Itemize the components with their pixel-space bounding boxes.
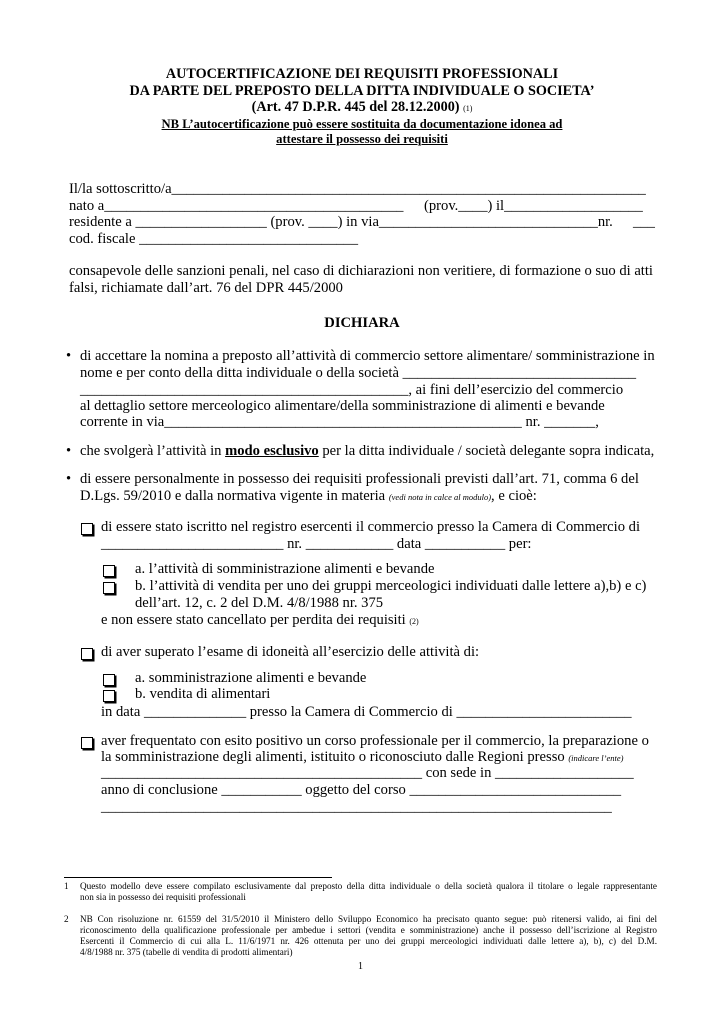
field-residente-nr[interactable]: ___	[633, 214, 655, 230]
option-1b-line-1: b. l’attività di vendita per uno dei gruppi merceologici individuati dalle lettere a),b) e c)	[135, 578, 647, 594]
page-number: 1	[358, 961, 363, 972]
footnote-1-line-1: Questo modello deve essere compilato esclusivamente dal preposto della ditta individuale o della società qualora il titolare o legale rappresentante	[80, 881, 657, 891]
option-1b-checkbox[interactable]	[103, 580, 115, 598]
option-3-note: (indicare l’ente)	[568, 753, 624, 763]
option-3-line-3[interactable]: ____________________________________________ con sede in ___________________	[101, 765, 634, 781]
bullet-1-line-4: al dettaglio settore merceologico alimentare/della somministrazione di alimenti e bevande	[80, 398, 605, 414]
footnote-2-line-4: 4/8/1988 nr. 375 (tabelle di vendita di prodotti alimentari)	[80, 947, 293, 957]
option-3-line-4[interactable]: anno di conclusione ___________ oggetto del corso _____________________________	[101, 782, 622, 798]
option-3-line-2a: la somministrazione degli alimenti, istituito o riconosciuto dalle Regioni presso	[101, 749, 565, 765]
nb-line-2: attestare il possesso dei requisiti	[276, 132, 448, 146]
bullet-1-line-1: di accettare la nomina a preposto all’attività di commercio settore alimentare/ somministrazione in	[80, 348, 655, 364]
option-2-line-1: di aver superato l’esame di idoneità all’esercizio delle attività di:	[101, 644, 480, 660]
field-sottoscritto[interactable]: Il/la sottoscritto/a_________________________________________________________________	[69, 181, 646, 197]
consapevole-line-1: consapevole delle sanzioni penali, nel caso di dichiarazioni non veritiere, di formazione o suo di atti	[69, 263, 653, 279]
bullet-3-note: (vedi nota in calce al modulo)	[388, 492, 492, 502]
bullet-2-after: per la ditta individuale / società delegante sopra indicata,	[318, 443, 655, 459]
footnote-1-line-2: non sia in possesso dei requisiti professionali	[80, 892, 246, 902]
bullet-2-marker: •	[66, 443, 72, 459]
footnote-2-line-2: riconoscimento della qualificazione professionale per ambedue i settori (vendita e somministrazione) anche il possesso dell’iscrizione al Registro	[80, 925, 657, 935]
field-prov-il[interactable]: (prov.____) il___________________	[424, 198, 643, 214]
footnote-2-line-3: Esercenti il Commercio di cui alla L. 11/6/1971 nr. 426 ottenuta per uno dei gruppi merceologici individuati dalle lettere a), b), c) del D.M.	[80, 936, 657, 946]
title-line-2: DA PARTE DEL PREPOSTO DELLA DITTA INDIVIDUALE O SOCIETA’	[129, 83, 595, 99]
option-2a-label: a. somministrazione alimenti e bevande	[135, 670, 367, 686]
bullet-3-line-2	[80, 488, 537, 506]
footnote-1-number: 1	[64, 881, 69, 891]
option-3-line-1: aver frequentato con esito positivo un corso professionale per il commercio, la preparazione o	[101, 733, 649, 749]
option-2b-label: b. vendita di alimentari	[135, 686, 271, 702]
option-1-cancellato-text: e non essere stato cancellato per perdita dei requisiti	[101, 612, 406, 628]
footnote-ref-2: (2)	[409, 617, 419, 626]
option-1a-label: a. l’attività di somministrazione alimenti e bevande	[135, 561, 435, 577]
nb-line-1: NB L’autocertificazione può essere sostituita da documentazione idonea ad	[161, 117, 563, 131]
bullet-2-before: che svolgerà l’attività in	[80, 443, 226, 459]
footnote-2-line-1: NB Con risoluzione nr. 61559 del 31/5/2010 il Ministero dello Sviluppo Economico ha precisato quanto segue: può ritenersi valido, ai fini del	[80, 914, 657, 924]
bullet-3-line-2a: D.Lgs. 59/2010 e dalla normativa vigente in materia	[80, 488, 389, 504]
bullet-3-marker: •	[66, 471, 72, 487]
footnote-2-number: 2	[64, 914, 69, 924]
title-line-3	[60, 99, 664, 116]
footnote-ref-1: (1)	[463, 104, 473, 113]
title-law-reference: (Art. 47 D.P.R. 445 del 28.12.2000)	[251, 99, 460, 115]
consapevole-line-2: falsi, richiamate dall’art. 76 del DPR 445/2000	[69, 280, 343, 296]
field-nato-a[interactable]: nato a_________________________________________	[69, 198, 404, 214]
option-2-checkbox[interactable]	[81, 646, 93, 664]
option-1-line-1: di essere stato iscritto nel registro esercenti il commercio presso la Camera di Commercio di	[101, 519, 640, 535]
option-2-data-line[interactable]: in data ______________ presso la Camera di Commercio di ________________________	[101, 704, 632, 720]
field-codice-fiscale[interactable]: cod. fiscale ______________________________	[69, 231, 359, 247]
option-3-checkbox[interactable]	[81, 735, 93, 753]
bullet-2-text	[80, 443, 654, 460]
dichiara-heading: DICHIARA	[324, 315, 400, 331]
option-1-line-2[interactable]: _________________________ nr. ____________ data ___________ per:	[101, 536, 532, 552]
bullet-3-line-2b: , e cioè:	[491, 488, 537, 504]
footnote-separator	[64, 877, 332, 878]
option-1-cancellato	[101, 612, 419, 630]
field-residente[interactable]: residente a __________________ (prov. ____) in via______________________________nr.	[69, 214, 613, 230]
bullet-3-line-1: di essere personalmente in possesso dei requisiti professionali previsti dall’art. 71, comma 6 del	[80, 471, 639, 487]
bullet-1-line-3[interactable]: _____________________________________________, ai fini dell’esercizio del commercio	[80, 382, 624, 398]
bullet-1-line-2[interactable]: nome e per conto della ditta individuale o della società ________________________________	[80, 365, 637, 381]
option-1b-line-2: dell’art. 12, c. 2 del D.M. 4/8/1988 nr. 375	[135, 595, 384, 611]
title-line-1: AUTOCERTIFICAZIONE DEI REQUISITI PROFESSIONALI	[165, 66, 559, 82]
option-1-checkbox[interactable]	[81, 521, 93, 539]
bullet-1-line-5[interactable]: corrente in via_________________________________________________ nr. _______,	[80, 414, 599, 430]
bullet-2-emphasis: modo esclusivo	[225, 443, 319, 459]
bullet-1-marker: •	[66, 348, 72, 364]
option-3-line-5[interactable]: ______________________________________________________________________	[101, 799, 612, 815]
option-1a-checkbox[interactable]	[103, 563, 115, 581]
